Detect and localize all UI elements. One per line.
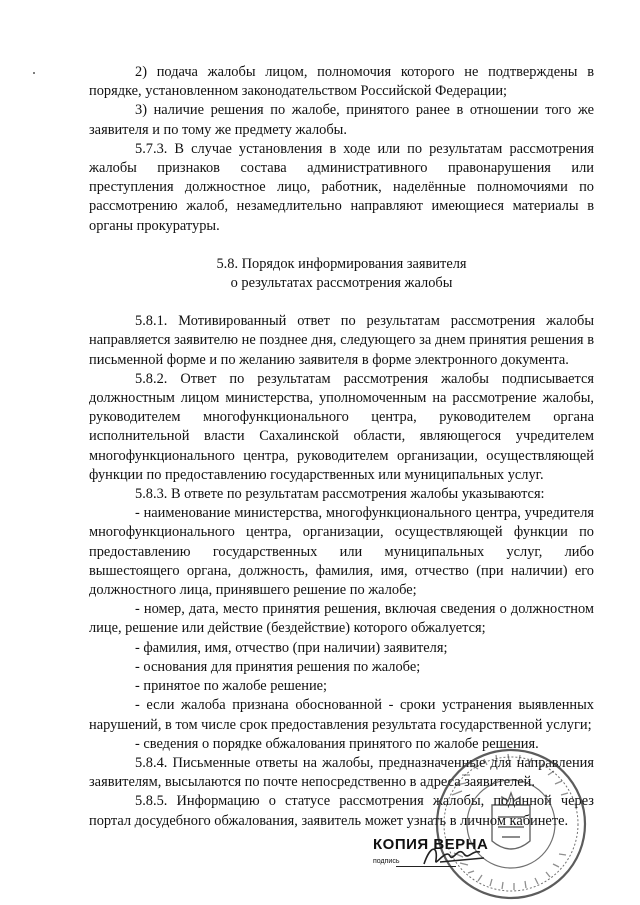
list-item: - основания для принятия решения по жалобе;: [135, 658, 421, 675]
list-item: - номер, дата, место принятия решения, включая сведения о должностном лице, решение или действие (бездействие) которого обжалуется;: [89, 601, 594, 637]
paragraph-5-8-4: 5.8.4. Письменные ответы на жалобы, предназначенные для направления заявителям, высылаются по почте непосредственно в адреса заявителей.: [89, 754, 594, 791]
paragraph-5-8-3: 5.8.3. В ответе по результатам рассмотрения жалобы указываются:: [135, 486, 545, 503]
list-item: - сведения о порядке обжалования принятого по жалобе решения.: [135, 735, 539, 752]
paragraph-refusal-3: 3) наличие решения по жалобе, принятого ранее в отношении того же заявителя и по тому же предмету жалобы.: [89, 102, 594, 138]
paragraph-5-8-5: 5.8.5. Информацию о статусе рассмотрения жалобы, поданной через портал досудебного обжалования, заявитель может узнать в личном кабинете.: [89, 793, 594, 829]
official-seal-icon: [432, 745, 590, 903]
signature-label: подпись: [373, 858, 400, 865]
list-item: - наименование министерства, многофункционального центра, учредителя многофункционального центра, организации, осуществляющей функции по предоставлению государственных или муниципальных услуг, либо вышестоящего органа, должность, фамилия, имя, отчество (при наличии) его должностного лица, принявшего решение по жалобе;: [89, 505, 594, 599]
paragraph-5-7-3: 5.7.3. В случае установления в ходе или по результатам рассмотрения жалобы признаков состава административного правонарушения или преступления должностное лицо, работник, наделённые полномочиями по рассмотрению жалоб, незамедлительно направляют имеющиеся материалы в органы прокуратуры.: [89, 140, 594, 234]
paragraph-refusal-2: 2) подача жалобы лицом, полномочия которого не подтверждены в порядке, установленном законодательством Российской Федерации;: [89, 64, 594, 100]
list-item: - фамилия, имя, отчество (при наличии) заявителя;: [135, 639, 448, 656]
spacer: [89, 293, 594, 312]
paragraph-5-8-2: 5.8.2. Ответ по результатам рассмотрения жалобы подписывается должностным лицом министерства, уполномоченным на рассмотрение жалобы, руководителем многофункционального центра, руководителем органа исполнительной власти Сахалинской области, являющегося учредителем многофункционального центра, руководителем организации, осуществляющей функции по предоставлению государственных или муниципальных услуг.: [89, 370, 594, 483]
spacer: [89, 236, 594, 255]
paragraph-5-8-1: 5.8.1. Мотивированный ответ по результатам рассмотрения жалобы направляется заявителю не позднее дня, следующего за днем принятия решения в письменной форме и по желанию заявителя в форме электронного документа.: [89, 313, 594, 368]
signature-line: [396, 866, 456, 867]
section-heading-line-1: 5.8. Порядок информирования заявителя: [216, 255, 467, 272]
section-heading-line-2: о результатах рассмотрения жалобы: [230, 275, 453, 292]
scan-speck: [33, 72, 35, 74]
list-item: - принятое по жалобе решение;: [135, 678, 328, 695]
copy-certified-stamp: КОПИЯ ВЕРНА: [373, 836, 489, 853]
list-item: - если жалоба признана обоснованной - сроки устранения выявленных нарушений, в том числе срок предоставления результата государственной услуги;: [89, 697, 594, 733]
document-body: [89, 63, 594, 831]
